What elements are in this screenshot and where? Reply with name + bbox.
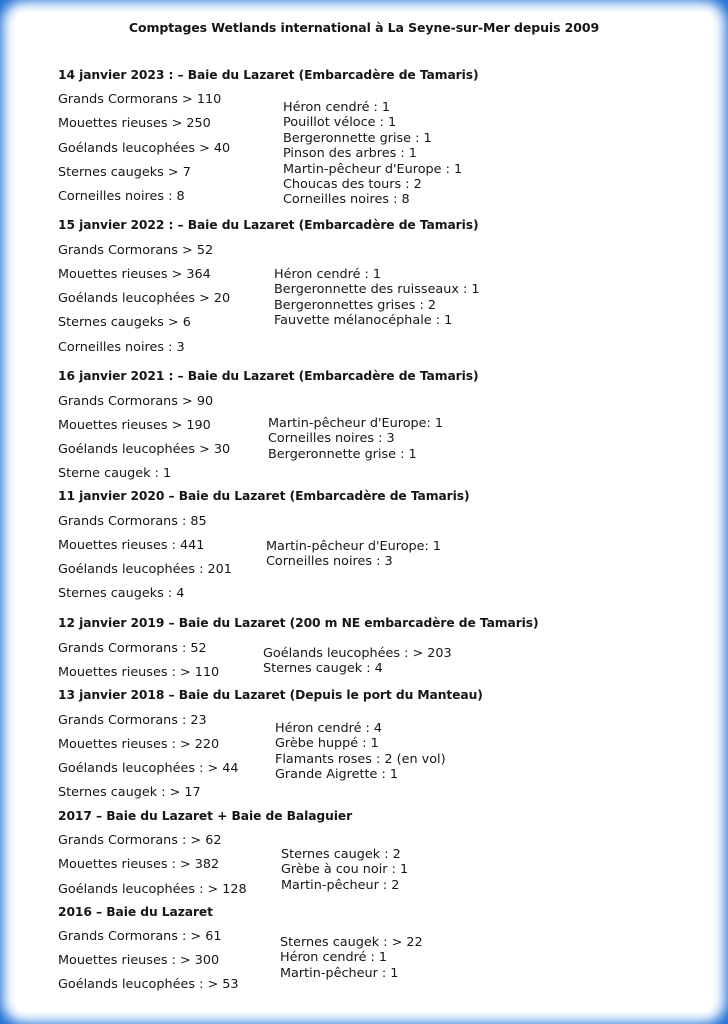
count-item: Grands Cormorans : > 61 <box>58 929 222 944</box>
species-item: Sternes caugek : 2 <box>281 847 401 862</box>
count-item: Sternes caugeks > 7 <box>58 165 191 180</box>
species-item: Bergeronnette grise : 1 <box>268 446 417 462</box>
count-item: Grands Cormorans : 52 <box>58 641 207 656</box>
species-item: Fauvette mélanocéphale : 1 <box>274 313 453 329</box>
species-item: Corneilles noires : 8 <box>283 192 410 208</box>
species-item: Pouillot véloce : 1 <box>283 115 397 131</box>
species-item: Bergeronnette grise : 1 <box>283 130 432 146</box>
other-species-list <box>263 646 452 677</box>
count-item: Goélands leucophées : > 53 <box>58 977 239 992</box>
species-item: Martin-pêcheur d'Europe: 1 <box>268 416 444 431</box>
count-item: Corneilles noires : 8 <box>58 189 185 204</box>
section-heading-2019: 12 janvier 2019 – Baie du Lazaret (200 m NE embarcadère de Tamaris) <box>58 616 539 630</box>
other-species-list <box>280 935 423 981</box>
species-item: Bergeronnettes grises : 2 <box>274 297 436 313</box>
species-item: Corneilles noires : 3 <box>266 554 393 570</box>
species-item: Grande Aigrette : 1 <box>275 767 398 783</box>
document-title: Comptages Wetlands international à La Seyne-sur-Mer depuis 2009 <box>128 20 600 35</box>
count-item: Corneilles noires : 3 <box>58 340 185 355</box>
count-item: Grands Cormorans > 110 <box>58 92 222 107</box>
species-item: Martin-pêcheur d'Europe: 1 <box>266 539 442 554</box>
count-item: Mouettes rieuses : > 382 <box>58 857 220 872</box>
other-species-list <box>275 721 446 783</box>
species-item: Héron cendré : 1 <box>280 950 388 966</box>
species-item: Sternes caugek : 4 <box>263 661 383 677</box>
count-item: Grands Cormorans : 85 <box>58 514 207 529</box>
species-item: Choucas des tours : 2 <box>283 176 422 192</box>
count-item: Mouettes rieuses : 441 <box>58 538 205 553</box>
species-item: Héron cendré : 1 <box>283 100 391 115</box>
species-item: Héron cendré : 4 <box>275 721 383 736</box>
species-item: Martin-pêcheur d'Europe : 1 <box>283 161 463 177</box>
section-heading-2022: 15 janvier 2022 : – Baie du Lazaret (Embarcadère de Tamaris) <box>58 218 479 232</box>
section-heading-2018: 13 janvier 2018 – Baie du Lazaret (Depuis le port du Manteau) <box>58 688 483 702</box>
count-item: Goélands leucophées > 30 <box>58 442 231 457</box>
section-heading-2021: 16 janvier 2021 : – Baie du Lazaret (Embarcadère de Tamaris) <box>58 369 479 383</box>
species-item: Corneilles noires : 3 <box>268 431 395 447</box>
count-item: Mouettes rieuses : > 220 <box>58 737 220 752</box>
other-species-list <box>283 100 462 208</box>
count-item: Grands Cormorans > 90 <box>58 394 214 409</box>
count-item: Grands Cormorans : 23 <box>58 713 207 728</box>
count-item: Goélands leucophées : > 128 <box>58 882 247 897</box>
species-item: Héron cendré : 1 <box>274 267 382 282</box>
section-heading-2016: 2016 – Baie du Lazaret <box>58 905 213 919</box>
count-item: Mouettes rieuses : > 110 <box>58 665 220 680</box>
count-item: Goélands leucophées > 20 <box>58 291 231 306</box>
other-species-list <box>281 847 408 893</box>
count-item: Mouettes rieuses > 364 <box>58 267 211 282</box>
species-item: Flamants roses : 2 (en vol) <box>275 751 446 767</box>
count-item: Sternes caugek : > 17 <box>58 785 201 800</box>
count-item: Grands Cormorans : > 62 <box>58 833 222 848</box>
species-item: Bergeronnette des ruisseaux : 1 <box>274 282 480 298</box>
species-item: Martin-pêcheur : 2 <box>281 877 400 893</box>
count-item: Goélands leucophées : 201 <box>58 562 232 577</box>
species-item: Pinson des arbres : 1 <box>283 146 417 162</box>
count-item: Mouettes rieuses : > 300 <box>58 953 220 968</box>
other-species-list <box>274 267 480 329</box>
count-item: Mouettes rieuses > 190 <box>58 418 211 433</box>
other-species-list <box>266 539 441 570</box>
count-item: Mouettes rieuses > 250 <box>58 116 211 131</box>
species-item: Goélands leucophées : > 203 <box>263 646 452 661</box>
species-item: Martin-pêcheur : 1 <box>280 965 399 981</box>
count-item: Goélands leucophées : > 44 <box>58 761 239 776</box>
count-item: Sternes caugeks : 4 <box>58 586 185 601</box>
count-item: Sterne caugek : 1 <box>58 466 172 481</box>
count-item: Sternes caugeks > 6 <box>58 315 191 330</box>
count-item: Grands Cormorans > 52 <box>58 243 214 258</box>
other-species-list <box>268 416 443 462</box>
species-item: Grèbe huppé : 1 <box>275 736 379 752</box>
count-item: Goélands leucophées > 40 <box>58 141 231 156</box>
section-heading-2020: 11 janvier 2020 – Baie du Lazaret (Embarcadère de Tamaris) <box>58 489 470 503</box>
section-heading-2023: 14 janvier 2023 : – Baie du Lazaret (Embarcadère de Tamaris) <box>58 68 479 82</box>
species-item: Grèbe à cou noir : 1 <box>281 862 409 878</box>
species-item: Sternes caugek : > 22 <box>280 935 423 950</box>
section-heading-2017: 2017 – Baie du Lazaret + Baie de Balaguier <box>58 809 353 823</box>
